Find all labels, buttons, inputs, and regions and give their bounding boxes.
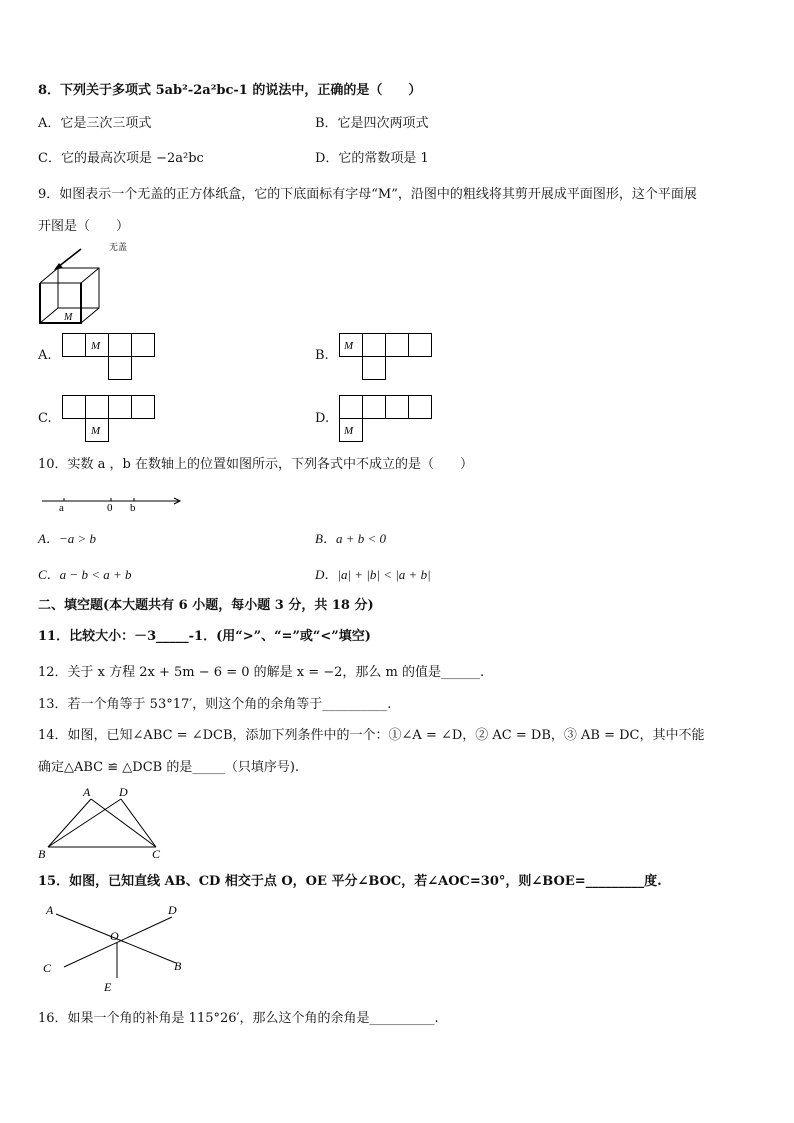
q8-stem: 8．下列关于多项式 5ab²-2a²bc-1 的说法中，正确的是（ ） [38,83,422,98]
q9-option-a-label: A. [38,348,52,363]
cube-face-label: M [64,312,73,323]
open-cube-figure [36,240,126,328]
point-b: B [174,959,182,973]
net-c-face-label: M [91,425,101,437]
axis-label-a: a [59,502,64,514]
q10-option-c: C．a − b < a + b [38,567,132,582]
net-b-face-label: M [344,340,354,352]
q13: 13．若一个角等于 53°17′，则这个角的余角等于__________. [38,697,392,712]
point-o: O [110,929,119,943]
net-option-c [62,395,156,443]
q15-stem: 15．如图，已知直线 AB、CD 相交于点 O，OE 平分∠BOC，若∠AOC=30°，则∠BOE=_________度. [38,874,662,889]
section-heading: 二、填空题(本大题共有 6 小题，每小题 3 分，共 18 分) [38,598,374,613]
triangle-figure [36,784,176,860]
number-line [42,493,184,515]
point-d: D [119,785,128,799]
net-a-face-label: M [91,340,101,352]
q8-option-c: C．它的最高次项是 −2a²bc [38,151,204,166]
q9-option-b-label: B. [315,348,329,363]
q10-option-d: D．|a| + |b| < |a + b| [315,567,431,582]
axis-label-0: 0 [107,502,113,514]
q8-option-d: D．它的常数项是 1 [315,151,429,166]
point-a: A [46,903,54,917]
q8-option-a: A．它是三次三项式 [38,116,152,131]
q10-stem: 10．实数 a ，b 在数轴上的位置如图所示，下列各式中不成立的是（ ） [38,457,474,472]
q10-option-a: A．−a > b [38,531,96,546]
point-c: C [43,961,52,975]
point-b: B [38,847,46,861]
q10-option-b: B．a + b < 0 [315,531,386,546]
cube-lid-label: 无盖 [109,242,128,252]
q8-option-b: B．它是四次两项式 [315,116,429,131]
q14-line1: 14．如图，已知∠ABC = ∠DCB，添加下列条件中的一个：①∠A = ∠D，② AC = DB，③ AB = DC，其中不能 [38,728,705,743]
axis-label-b: b [130,502,136,514]
q9-option-c-label: C. [38,411,52,426]
net-d-face-label: M [344,425,354,437]
point-e: E [104,980,112,994]
net-option-d [339,395,433,443]
point-d: D [168,903,177,917]
q11: 11．比较大小：－3_____-1．(用“>”、“=”或“<”填空) [38,629,371,644]
net-option-a [62,333,156,381]
point-c: C [152,847,161,861]
intersecting-lines-figure [40,900,190,996]
net-option-b [339,333,433,381]
q9-stem-line1: 9．如图表示一个无盖的正方体纸盒，它的下底面标有字母“M”，沿图中的粗线将其剪开展成平面图形，这个平面展 [38,187,697,202]
q12: 12．关于 x 方程 2x + 5m − 6 = 0 的解是 x = −2，那么 m 的值是______. [38,665,485,680]
q9-option-d-label: D. [315,411,330,426]
q9-stem-line2: 开图是（ ） [38,219,130,234]
q14-line2: 确定△ABC ≌ △DCB 的是_____（只填序号). [38,760,300,775]
point-a: A [83,785,91,799]
q16: 16．如果一个角的补角是 115°26′，那么这个角的余角是__________. [38,1011,439,1026]
